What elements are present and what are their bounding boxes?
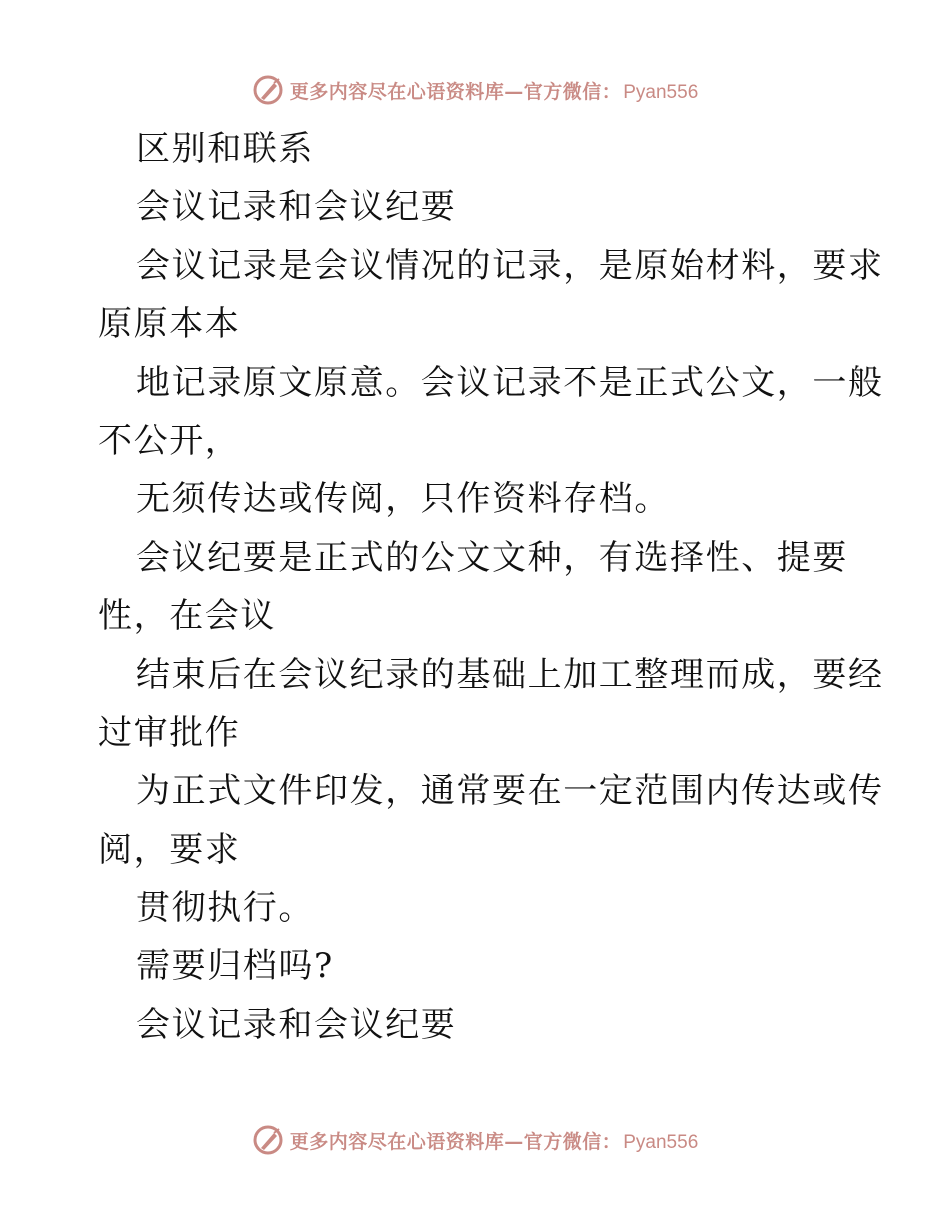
text-line: 原原本本 xyxy=(98,304,241,345)
watermark-text xyxy=(290,1127,699,1154)
watermark-label: 更多内容尽在心语资料库—官方微信： xyxy=(289,1130,622,1153)
watermark-id: Pyan556 xyxy=(623,1131,699,1153)
text-line: 会议记录和会议纪要 xyxy=(136,1004,457,1045)
footer-watermark xyxy=(0,1120,950,1160)
quill-logo-icon xyxy=(252,74,284,106)
header-watermark xyxy=(0,70,950,110)
text-line: 区别和联系 xyxy=(136,129,314,169)
text-line: 过审批作 xyxy=(98,712,241,753)
watermark-id: Pyan556 xyxy=(623,81,699,103)
quill-logo-icon xyxy=(252,1124,284,1156)
text-line: 地记录原文原意。会议记录不是正式公文，一般 xyxy=(136,362,884,403)
text-line: 会议记录是会议情况的记录，是原始材料，要求 xyxy=(136,245,884,286)
text-line: 需要归档吗? xyxy=(136,946,334,987)
text-line: 阅，要求 xyxy=(98,829,241,870)
text-line: 结束后在会议纪录的基础上加工整理而成，要经 xyxy=(136,654,884,695)
watermark-text xyxy=(290,77,699,104)
text-line: 性，在会议 xyxy=(98,596,276,637)
text-line: 会议记录和会议纪要 xyxy=(136,187,457,228)
text-line: 贯彻执行。 xyxy=(136,888,314,929)
document-body xyxy=(98,120,884,1054)
watermark-label: 更多内容尽在心语资料库—官方微信： xyxy=(289,80,622,103)
text-line: 为正式文件印发，通常要在一定范围内传达或传 xyxy=(136,771,884,812)
text-line: 无须传达或传阅，只作资料存档。 xyxy=(136,479,670,520)
text-line: 会议纪要是正式的公文文种，有选择性、提要 xyxy=(136,537,848,578)
text-line: 不公开， xyxy=(98,420,241,461)
